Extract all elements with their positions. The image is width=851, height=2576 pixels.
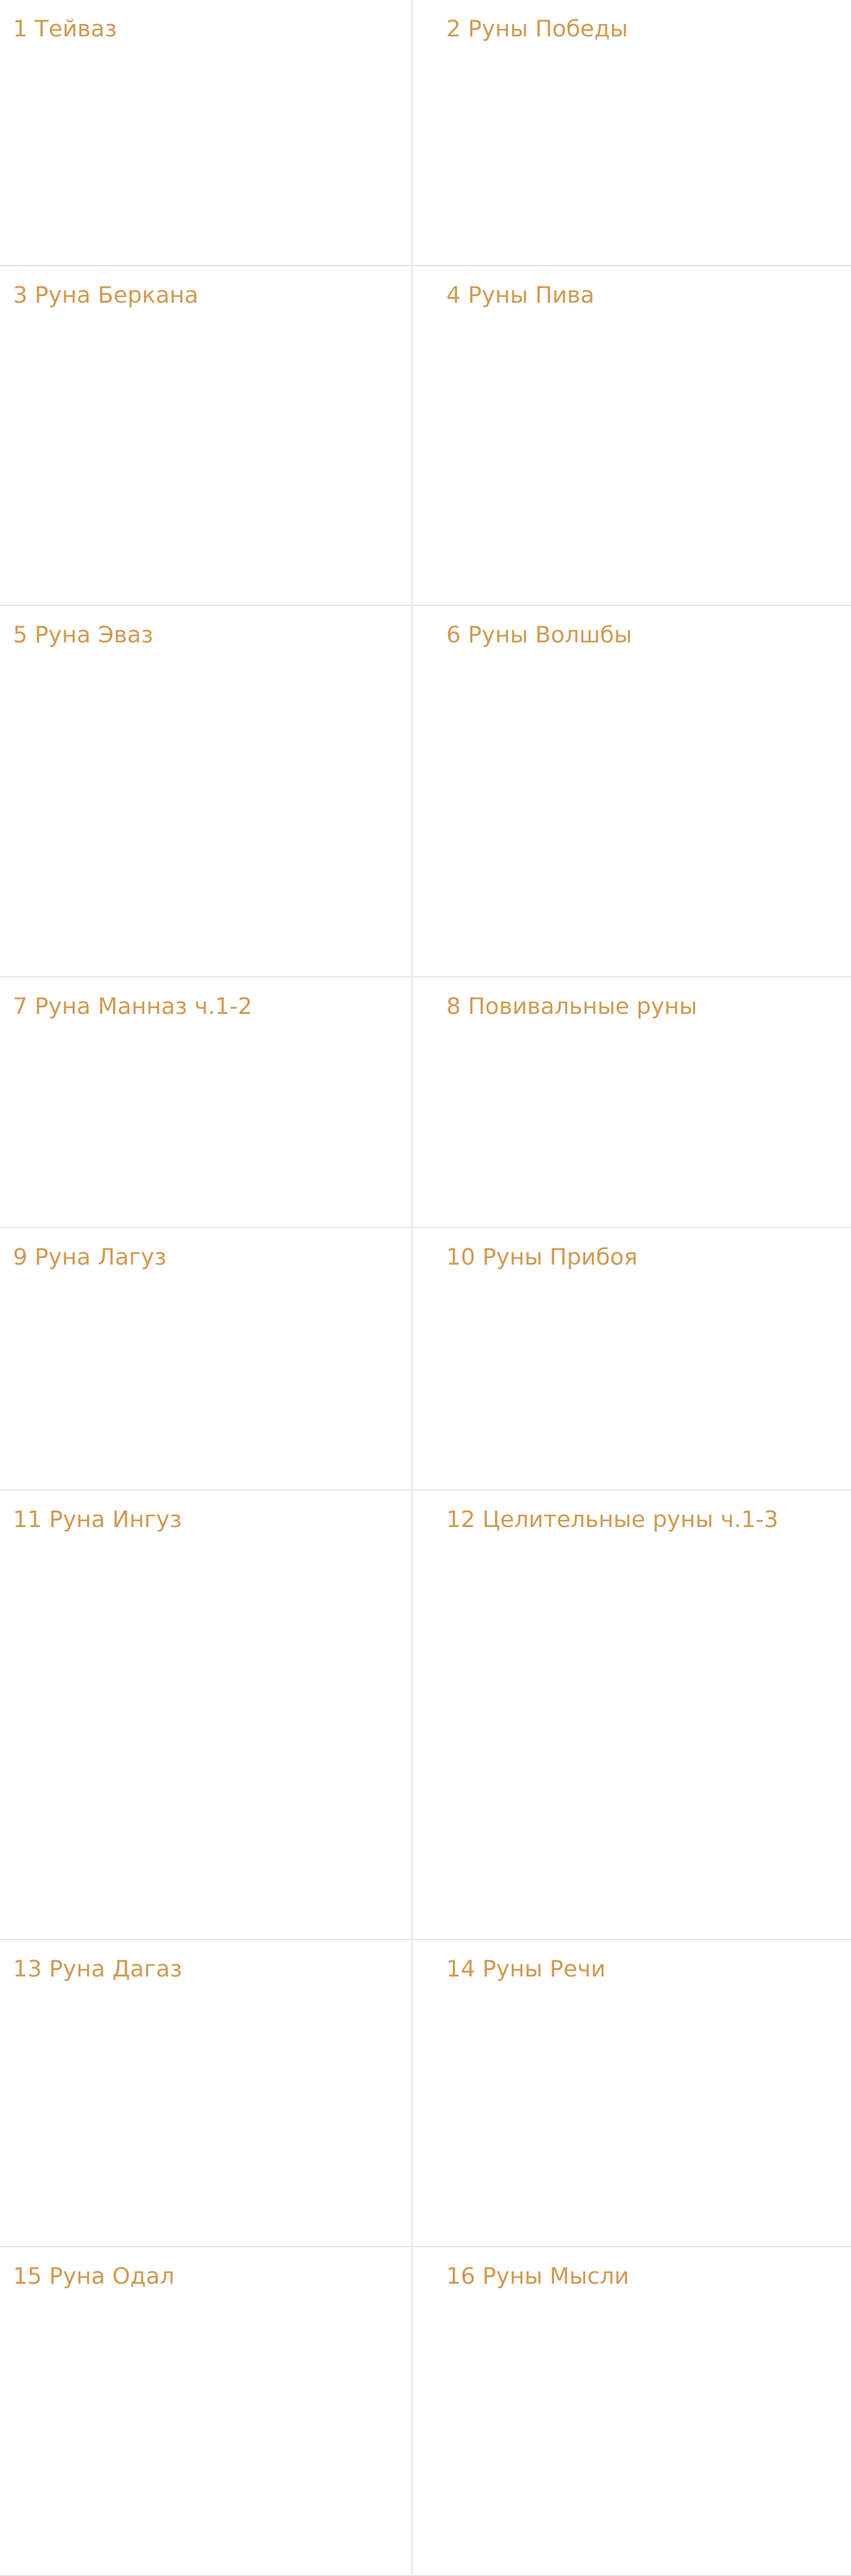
lesson-card-14[interactable] <box>413 1940 851 2247</box>
lesson-title[interactable]: 15 Руна Одал <box>13 2264 175 2290</box>
lesson-card-2[interactable] <box>413 0 851 266</box>
lesson-title[interactable]: 16 Руны Мысли <box>446 2264 629 2290</box>
lesson-title[interactable]: 13 Руна Дагаз <box>13 1956 183 1982</box>
lesson-title[interactable]: 3 Руна Беркана <box>13 283 199 309</box>
lesson-card-15[interactable] <box>0 2247 413 2576</box>
lesson-card-3[interactable] <box>0 266 413 606</box>
lesson-card-4[interactable] <box>413 266 851 606</box>
lesson-card-7[interactable] <box>0 978 413 1228</box>
lesson-card-11[interactable] <box>0 1491 413 1940</box>
lesson-title[interactable]: 9 Руна Лагуз <box>13 1244 167 1270</box>
lesson-title[interactable]: 10 Руны Прибоя <box>446 1244 638 1270</box>
lesson-title[interactable]: 7 Руна Манназ ч.1-2 <box>13 994 253 1020</box>
lesson-title[interactable]: 5 Руна Эваз <box>13 622 153 648</box>
lesson-title[interactable]: 12 Целительные руны ч.1-3 <box>446 1507 779 1533</box>
lesson-title[interactable]: 2 Руны Победы <box>446 16 628 42</box>
lesson-card-1[interactable] <box>0 0 413 266</box>
lesson-card-12[interactable] <box>413 1491 851 1940</box>
lesson-card-10[interactable] <box>413 1228 851 1491</box>
lesson-title[interactable]: 1 Тейваз <box>13 16 117 42</box>
lesson-card-8[interactable] <box>413 978 851 1228</box>
lesson-card-5[interactable] <box>0 606 413 978</box>
lesson-card-6[interactable] <box>413 606 851 978</box>
lesson-title[interactable]: 14 Руны Речи <box>446 1956 606 1982</box>
lesson-title[interactable]: 4 Руны Пива <box>446 283 594 309</box>
lesson-title[interactable]: 11 Руна Ингуз <box>13 1507 182 1533</box>
lesson-card-9[interactable] <box>0 1228 413 1491</box>
lesson-card-16[interactable] <box>413 2247 851 2576</box>
lesson-title[interactable]: 8 Повивальные руны <box>446 994 698 1020</box>
lesson-card-13[interactable] <box>0 1940 413 2247</box>
lesson-title[interactable]: 6 Руны Волшбы <box>446 622 632 648</box>
